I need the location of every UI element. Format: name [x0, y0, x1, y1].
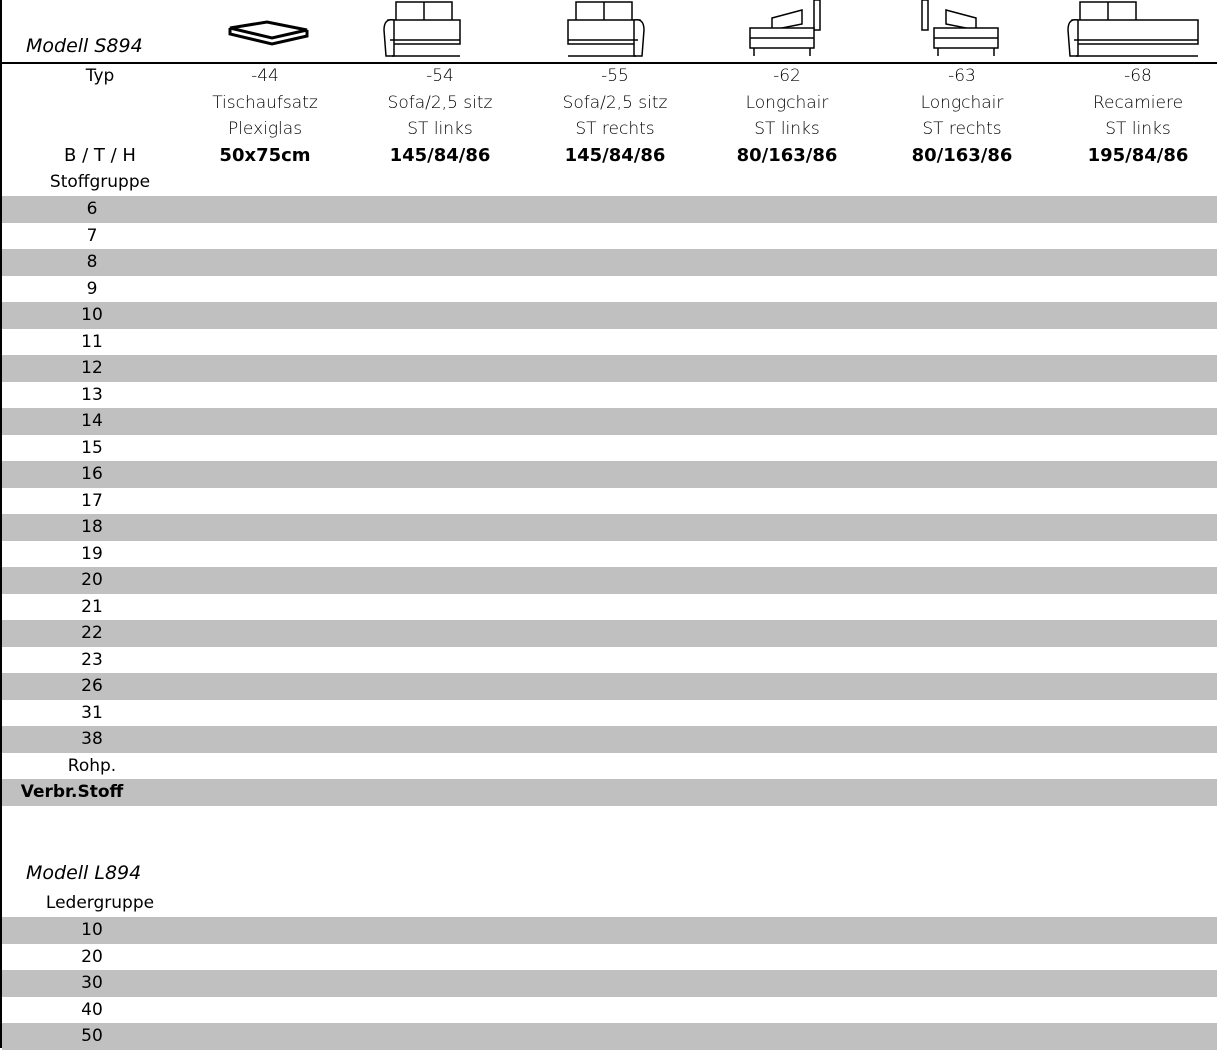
table-row	[2, 594, 1217, 621]
group-label: 19	[81, 543, 103, 564]
product-typ: -44	[251, 66, 279, 86]
table-row	[2, 276, 1217, 303]
group-label: 30	[81, 973, 103, 993]
product-typ: -55	[601, 66, 629, 86]
group-label: 9	[86, 278, 98, 299]
table-row	[2, 355, 1217, 382]
table-row	[2, 541, 1217, 568]
table-row	[2, 567, 1217, 594]
table-row	[2, 997, 1217, 1024]
product-column	[355, 63, 525, 169]
table-row	[2, 779, 1217, 806]
product-detail: ST rechts	[575, 119, 655, 139]
group-label: Verbr.Stoff	[20, 782, 124, 802]
product-name: Longchair	[920, 92, 1004, 113]
bth-label: B / T / H	[64, 144, 136, 166]
group-label: 38	[81, 729, 103, 749]
longchair-right-icon	[918, 0, 1008, 58]
product-typ: -62	[773, 66, 801, 86]
table-row	[2, 302, 1217, 329]
ledergruppe-header	[0, 890, 200, 917]
group-label: 21	[81, 596, 103, 617]
product-name: Longchair	[745, 92, 829, 113]
group-label: 6	[86, 199, 98, 219]
group-label: 10	[81, 305, 103, 325]
group-label: Rohp.	[67, 755, 117, 776]
recamiere-left-icon	[1064, 0, 1204, 58]
table-row	[2, 917, 1217, 944]
table-row	[2, 461, 1217, 488]
table-row	[2, 700, 1217, 727]
group-label: 15	[81, 437, 103, 458]
group-label: 20	[81, 946, 103, 967]
table-row	[2, 1023, 1217, 1050]
stoffgruppe-label: Stoffgruppe	[49, 172, 151, 192]
product-name: Sofa/2,5 sitz	[387, 92, 493, 113]
group-label: 11	[81, 331, 103, 352]
group-label: 22	[81, 623, 103, 643]
model-s-title: Modell S894	[26, 35, 143, 57]
table-row	[2, 435, 1217, 462]
sofa-left-icon	[380, 0, 470, 58]
product-typ: -68	[1124, 66, 1152, 86]
product-column	[180, 63, 350, 169]
product-column	[702, 63, 872, 169]
group-label: 50	[81, 1026, 103, 1046]
table-row	[2, 944, 1217, 971]
table-row	[2, 753, 1217, 780]
group-label: 23	[81, 649, 103, 670]
group-label: 16	[81, 464, 103, 484]
product-detail: ST rechts	[922, 119, 1002, 139]
group-label: 40	[81, 999, 103, 1020]
group-label: 26	[81, 676, 103, 696]
table-row	[2, 223, 1217, 250]
product-detail: ST links	[754, 119, 820, 139]
group-label: 14	[81, 411, 103, 431]
table-row	[2, 620, 1217, 647]
table-row	[2, 382, 1217, 409]
table-row	[2, 514, 1217, 541]
product-detail: Plexiglas	[227, 119, 303, 139]
product-dim: 50x75cm	[219, 144, 311, 166]
table-row	[2, 970, 1217, 997]
product-column	[877, 63, 1047, 169]
product-typ: -54	[426, 66, 454, 86]
product-dim: 145/84/86	[564, 144, 666, 166]
product-name: Tischaufsatz	[212, 92, 318, 113]
table-row	[2, 673, 1217, 700]
group-label: 7	[86, 225, 98, 246]
sofa-right-icon	[558, 0, 648, 58]
typ-label: Typ	[85, 66, 115, 86]
group-label: 12	[81, 358, 103, 378]
table-row	[2, 647, 1217, 674]
product-dim: 195/84/86	[1087, 144, 1189, 166]
group-label: 31	[81, 702, 103, 723]
group-label: 8	[86, 252, 98, 272]
product-column	[1053, 63, 1217, 169]
header-labels	[0, 63, 200, 196]
ledergruppe-label: Ledergruppe	[45, 893, 155, 913]
product-dim: 80/163/86	[911, 144, 1013, 166]
model-l-title: Modell L894	[26, 862, 142, 884]
group-label: 17	[81, 490, 103, 511]
table-row	[2, 329, 1217, 356]
product-name: Recamiere	[1092, 92, 1184, 113]
product-name: Sofa/2,5 sitz	[562, 92, 668, 113]
product-detail: ST links	[407, 119, 473, 139]
longchair-left-icon	[742, 0, 832, 58]
product-detail: ST links	[1105, 119, 1171, 139]
table-top-icon	[222, 0, 312, 58]
group-label: 13	[81, 384, 103, 405]
group-label: 10	[81, 920, 103, 940]
group-label: 18	[81, 517, 103, 537]
product-dim: 80/163/86	[736, 144, 838, 166]
table-row	[2, 488, 1217, 515]
table-row	[2, 726, 1217, 753]
group-label: 20	[81, 570, 103, 590]
product-typ: -63	[948, 66, 976, 86]
table-row	[2, 249, 1217, 276]
table-row	[2, 196, 1217, 223]
product-dim: 145/84/86	[389, 144, 491, 166]
product-column	[530, 63, 700, 169]
table-row	[2, 408, 1217, 435]
